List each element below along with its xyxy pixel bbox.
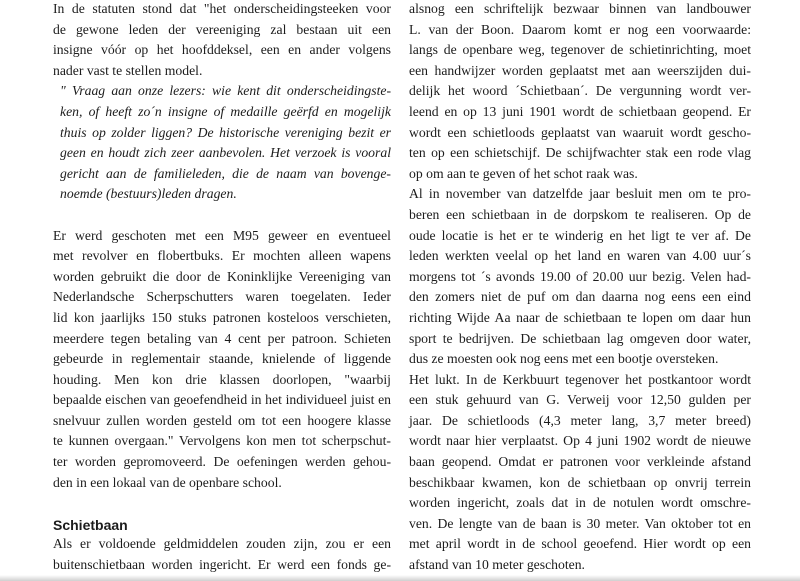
paragraph-statutes: [53, 0, 391, 81]
text-line: snelvuur zullen worden gesteld om tot een hoogere klasse: [53, 412, 391, 428]
text-line: leden werkten veelal op het land en waren van 4.00 uur´s: [409, 248, 751, 264]
text-line: den zomers niet de puf om dan daarna nog eens een eind: [409, 289, 751, 305]
right-column: [409, 0, 751, 576]
text-line: worden ingericht, zoals dat in de notulen wordt omschre-: [409, 495, 751, 511]
paragraph-funds: [53, 534, 391, 575]
text-line: gebeurde in reglementair staande, knielende of liggende: [53, 351, 391, 367]
left-column: [53, 0, 391, 576]
text-line: ten op een schietschijf. De schijfwachter stak een rode vlag: [409, 145, 751, 161]
text-line: richting Wijde Aa naar de schietbaan te lopen om daar hun: [409, 309, 751, 325]
text-line: jaar. De schietloods (4,3 meter lang, 3,7 meter breed): [409, 412, 751, 428]
text-line: een handwijzer worden geplaatst met aan weerszijden dui-: [409, 62, 751, 78]
text-line: thuis op zolder liggen? De historische vereniging bezit er: [60, 124, 391, 140]
text-line: den in een lokaal van de openbare school.: [53, 474, 282, 490]
text-line: baan geopend. Omdat er patronen voor verkleinde afstand: [409, 454, 751, 470]
text-line: Al in november van datzelfde jaar besluit men om te pro-: [409, 186, 751, 202]
text-line: op om aan te geven of het schot raak was.: [409, 165, 638, 181]
text-line: L. van der Boon. Daarom komt er nog een voorwaarde:: [409, 21, 751, 37]
text-line: geen en houdt zich zeer aanbevolen. Het verzoek is vooral: [60, 145, 391, 161]
text-line: lid kon jaarlijks 150 stuks patronen kosteloos verschieten,: [53, 309, 391, 325]
text-line: sport te bedrijven. De schietbaan lag omgeven door water,: [409, 330, 751, 346]
text-line: delijk het woord ´Schietbaan´. De vergunning wordt ver-: [409, 83, 751, 99]
text-line: met revolver en flobertbuks. Er mochten alleen wapens: [53, 248, 391, 264]
scan-edge-shadow: [0, 575, 800, 581]
paragraph-gap: [53, 205, 391, 226]
text-line: leend en op 13 juni 1901 wordt de schietbaan geopend. Er: [409, 103, 751, 119]
text-line: nader vast te stellen model.: [53, 62, 203, 78]
text-line: Het lukt. In de Kerkbuurt tegenover het postkantoor wordt: [409, 371, 751, 387]
text-line: ken, of heeft zo´n insigne of medaille geërfd en mogelijk: [60, 103, 391, 119]
text-line: de gewone leden der vereeniging zal bestaan uit een: [53, 21, 391, 37]
reader-question-note: [53, 81, 391, 205]
text-line: buitenschietbaan worden ingericht. Er werd een fonds ge-: [53, 557, 391, 573]
text-line: beren een schietbaan in de dorpskom te realiseren. Op de: [409, 206, 751, 222]
text-line: alsnog een schriftelijk bezwaar binnen van landbouwer: [409, 1, 751, 16]
text-line: oude locatie is het er te winderig en het ligt te ver af. De: [409, 227, 751, 243]
text-line: ven. De lengte van de baan is 30 meter. Van oktober tot en: [409, 515, 751, 531]
text-line: Nederlandsche Scherpschutters waren toegelaten. Ieder: [53, 289, 391, 305]
text-line: In de statuten stond dat "het onderscheidingsteeken voor: [53, 1, 391, 16]
text-line: " Vraag aan onze lezers: wie kent dit onderscheidingste-: [60, 83, 391, 99]
paragraph-objection: [409, 0, 751, 184]
text-line: een stuk gehuurd van G. Verweij voor 12,50 gulden per: [409, 392, 751, 408]
text-line: langs de openbare weg, tegenover de schietinrichting, moet: [409, 42, 751, 58]
text-line: dus ze moesten ook nog eens met een bootje oversteken.: [409, 351, 719, 367]
text-line: beschikbaar kwamen, kon de schietbaan op onvrij terrein: [409, 474, 751, 490]
text-line: Er werd geschoten met een M95 geweer en eventueel: [53, 227, 391, 243]
text-line: gericht aan de familieleden, die de naam van bovenge-: [60, 165, 391, 181]
text-line: Als er voldoende geldmiddelen zouden zijn, zou er een: [53, 536, 391, 552]
text-line: bepaalde eischen van geoefendheid in het individueel juist en: [53, 392, 391, 408]
text-line: meerdere tegen betaling van 4 cent per patroon. Schieten: [53, 330, 391, 346]
text-line: noemde (bestuurs)leden dragen.: [60, 186, 237, 202]
text-line: wordt een schietloods geplaatst van waaruit wordt gescho-: [409, 124, 751, 140]
text-line: afstand van 10 meter geschoten.: [409, 557, 585, 573]
section-heading-schietbaan: Schietbaan: [53, 516, 128, 533]
text-line: morgens tot ´s avonds 19.00 of 20.00 uur bezig. Velen had-: [409, 268, 751, 284]
text-line: worden gebruikt die door de Koninklijke Vereeniging van: [53, 268, 391, 284]
text-line: te kunnen overgaan." Vervolgens kon men tot scherpschut-: [53, 433, 391, 449]
paragraph-november: [409, 184, 751, 369]
paragraph-weapons: [53, 226, 391, 494]
text-line: wordt naar hier verplaatst. Op 4 juni 1902 wordt de nieuwe: [409, 433, 751, 449]
text-line: houding. Men kon drie klassen doorlopen, "waarbij: [53, 371, 391, 387]
text-line: insigne vóór op het hoofddeksel, een en ander volgens: [53, 42, 391, 58]
paragraph-gap: [53, 493, 391, 514]
text-line: ter worden gepromoveerd. De oefeningen werden gehou-: [53, 454, 391, 470]
paragraph-kerkbuurt: [409, 370, 751, 576]
text-line: met april wordt in de school geoefend. Hier wordt op een: [409, 536, 751, 552]
